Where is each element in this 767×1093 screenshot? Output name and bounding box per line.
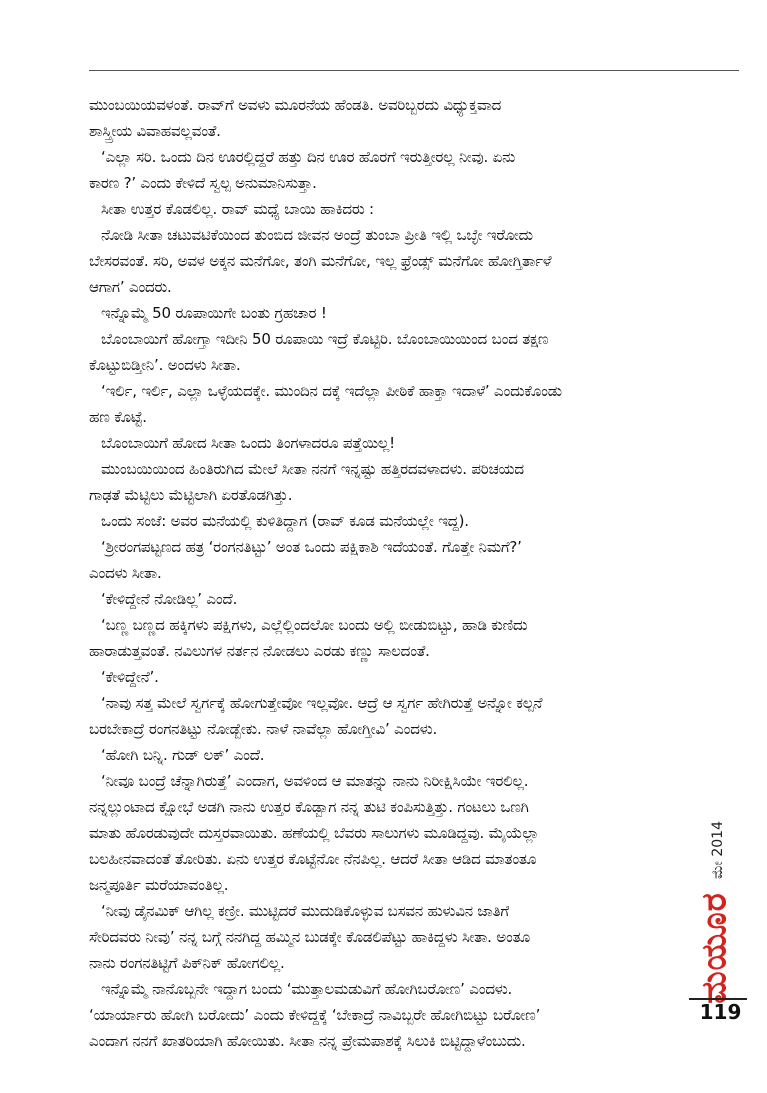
text-line: ಹಾರಾಡುತ್ತವಂತೆ. ನವಿಲುಗಳ ನರ್ತನ ನೋಡಲು ಎರಡು ಕಣ್ಣು ಸಾಲದಂತೆ. xyxy=(89,642,430,660)
text-line: ‘ನಾವು ಸತ್ತ ಮೇಲೆ ಸ್ವರ್ಗಕ್ಕೆ ಹೋಗುತ್ತೇವೋ ಇಲ್ಲವೋ. ಆದ್ರೆ ಆ ಸ್ವರ್ಗ ಹೇಗಿರುತ್ತೆ ಅನ್ನೋ ಕಲ್ಪನೆ xyxy=(101,694,543,712)
text-line: ‘ನೀವು ಡೈನಮಿಕ್ ಆಗಿಲ್ಲ ಕಣ್ರೀ. ಮುಟ್ಟಿದರೆ ಮುದುಡಿಕೊಳ್ಳುವ ಬಸವನ ಹುಳುವಿನ ಜಾತಿಗೆ xyxy=(101,902,509,920)
text-line: ಎಂದಾಗ ನನಗೆ ಖಾತರಿಯಾಗಿ ಹೋಯಿತು. ಸೀತಾ ನನ್ನ ಪ್ರೇಮಪಾಶಕ್ಕೆ ಸಿಲುಕಿ ಬಿಟ್ಟಿದ್ದಾಳೆಂಬುದು. xyxy=(89,1032,526,1050)
text-line: ಮಾತು ಹೊರಡುವುದೇ ದುಸ್ತರವಾಯಿತು. ಹಣೆಯಲ್ಲಿ ಬೆವರು ಸಾಲುಗಳು ಮೂಡಿದ್ದವು. ಮೈಯೆಲ್ಲಾ xyxy=(89,824,539,842)
text-line: ಬೊಂಬಾಯಿಗೆ ಹೋದ ಸೀತಾ ಒಂದು ತಿಂಗಳಾದರೂ ಪತ್ತೆಯಿಲ್ಲ! xyxy=(101,434,395,452)
issue-date: ಮೇ 2014 xyxy=(710,821,726,879)
text-line: ಆಗಾಗ’ ಎಂದರು. xyxy=(89,278,172,296)
text-line: ಕೊಟ್ಟುಬಿಡ್ತೀನಿ’. ಅಂದಳು ಸೀತಾ. xyxy=(89,356,241,374)
text-line: ಕಾರಣ ?’ ಎಂದು ಕೇಳಿದೆ ಸ್ವಲ್ಪ ಅನುಮಾನಿಸುತ್ತಾ. xyxy=(89,174,317,192)
text-line: ನನ್ನಲ್ಲುಂಟಾದ ಕ್ಷೋಭೆ ಅಡಗಿ ನಾನು ಉತ್ತರ ಕೊಡ್ಬಾಗ ನನ್ನ ತುಟಿ ಕಂಪಿಸುತ್ತಿತ್ತು. ಗಂಟಲು ಒಣಗಿ xyxy=(89,798,529,816)
page-number: 119 xyxy=(699,1000,742,1024)
text-line: ‘ಇರ್ಲಿ, ಇರ್ಲಿ, ಎಲ್ಲಾ ಒಳ್ಳೆಯದಕ್ಕೇ. ಮುಂದಿನ ದಕ್ಕೆ ಇದೆಲ್ಲಾ ಪೀಠಿಕೆ ಹಾಕ್ತಾ ಇದಾಳೆ’ ಎಂದುಕೊಂಡು xyxy=(101,382,562,400)
text-line: ‘ಶ್ರೀರಂಗಪಟ್ಟಣದ ಹತ್ರ ‘ರಂಗನತಿಟ್ಟು’ ಅಂತ ಒಂದು ಪಕ್ಷಿಕಾಶಿ ಇದೆಯಂತೆ. ಗೊತ್ತೇ ನಿಮಗೆ?’ xyxy=(101,538,522,556)
text-line: ‘ಹೋಗಿ ಬನ್ನಿ. ಗುಡ್ ಲಕ್’ ಎಂದೆ. xyxy=(101,746,265,764)
text-line: ಇನ್ನೊಮ್ಮೆ ನಾನೊಬ್ಬನೇ ಇದ್ದಾಗ ಬಂದು ‘ಮುತ್ತಾಲಮಡುವಿಗೆ ಹೋಗಿಬರೋಣ’ ಎಂದಳು. xyxy=(101,980,513,998)
text-line: ಜನ್ಮಪೂರ್ತಿ ಮರೆಯಾವಂತಿಲ್ಲ. xyxy=(89,876,229,894)
text-line: ಸೇರಿದವರು ನೀವು’ ನನ್ನ ಬಗ್ಗೆ ನನಗಿದ್ದ ಹಮ್ಮಿನ ಬುಡಕ್ಕೇ ಕೊಡಲಿಪೆಟ್ಟು ಹಾಕಿದ್ದಳು ಸೀತಾ. ಅಂತೂ xyxy=(89,928,530,946)
top-divider xyxy=(89,70,739,71)
text-line: ಸೀತಾ ಉತ್ತರ ಕೊಡಲಿಲ್ಲ. ರಾವ್ ಮಧ್ಯೆ ಬಾಯಿ ಹಾಕಿದರು : xyxy=(101,200,374,218)
text-line: ‘ನೀವೂ ಬಂದ್ರೆ ಚೆನ್ನಾಗಿರುತ್ತೆ’ ಎಂದಾಗ, ಅವಳಿಂದ ಆ ಮಾತನ್ನು ನಾನು ನಿರೀಕ್ಷಿಸಿಯೇ ಇರಲಿಲ್ಲ. xyxy=(101,772,529,790)
text-line: ಶಾಸ್ತ್ರೀಯ ವಿವಾಹವಲ್ಲವಂತೆ. xyxy=(89,122,221,140)
text-line: ಇನ್ನೊಮ್ಮೆ 50 ರೂಪಾಯಿಗೇ ಬಂತು ಗ್ರಹಚಾರ ! xyxy=(101,304,327,322)
text-line: ‘ಕೇಳಿದ್ದೇನೆ’. xyxy=(101,668,159,686)
text-line: ಬಲಹೀನವಾದಂತೆ ತೋರಿತು. ಏನು ಉತ್ತರ ಕೊಟ್ಟೆನೋ ನೆನಪಿಲ್ಲ. ಆದರೆ ಸೀತಾ ಆಡಿದ ಮಾತಂತೂ xyxy=(89,850,537,868)
text-line: ‘ಎಲ್ಲಾ ಸರಿ. ಒಂದು ದಿನ ಊರಲ್ಲಿದ್ದರೆ ಹತ್ತು ದಿನ ಊರ ಹೊರಗೆ ಇರುತ್ತೀರಲ್ಲ ನೀವು. ಏನು xyxy=(101,148,516,166)
text-line: ಹಣ ಕೊಟ್ಟೆ. xyxy=(89,408,147,426)
text-line: ಗಾಢತೆ ಮೆಟ್ಟಿಲು ಮೆಟ್ಟಿಲಾಗಿ ಏರತೊಡಗಿತ್ತು. xyxy=(89,486,293,504)
text-line: ಬೊಂಬಾಯಿಗೆ ಹೋಗ್ತಾ ಇದೀನಿ 50 ರೂಪಾಯಿ ಇದ್ರೆ ಕೊಟ್ಟಿರಿ. ಬೊಂಬಾಯಿಯಿಂದ ಬಂದ ತಕ್ಷಣ xyxy=(101,330,549,348)
text-line: ‘ಕೇಳಿದ್ದೇನೆ ನೋಡಿಲ್ಲ’ ಎಂದೆ. xyxy=(101,590,238,608)
article-body xyxy=(89,92,681,1054)
text-line: ನೋಡಿ ಸೀತಾ ಚಟುವಟಿಕೆಯಿಂದ ತುಂಬಿದ ಜೀವನ ಅಂದ್ರೆ ತುಂಬಾ ಪ್ರೀತಿ ಇಲ್ಲಿ ಒಬ್ಳೇ ಇರೋದು xyxy=(101,226,533,244)
text-line: ನಾನು ರಂಗನತಿಟ್ಟಿಗೆ ಪಿಕ್‌ನಿಕ್ ಹೋಗಲಿಲ್ಲ. xyxy=(89,954,285,972)
magazine-logo xyxy=(690,891,740,1004)
issue-date-container xyxy=(688,810,748,890)
text-line: ಎಂದಳು ಸೀತಾ. xyxy=(89,564,162,582)
text-line: ಬೇಸರವಂತೆ. ಸರಿ, ಅವಳ ಅಕ್ಕನ ಮನೆಗೋ, ತಂಗಿ ಮನೆಗೋ, ಇಲ್ಲ ಫ್ರೆಂಡ್ಸ್ ಮನೆಗೋ ಹೋಗ್ತಿರ್ತಾಳೆ xyxy=(89,252,552,270)
text-line: ಒಂದು ಸಂಜೆ: ಅವರ ಮನೆಯಲ್ಲಿ ಕುಳಿತಿದ್ದಾಗ (ರಾವ್ ಕೂಡ ಮನೆಯಲ್ಲೇ ಇದ್ದ). xyxy=(101,512,469,530)
text-line: ಮುಂಬಯಿಯವಳಂತೆ. ರಾವ್‌ಗೆ ಅವಳು ಮೂರನೆಯ ಹೆಂಡತಿ. ಅವರಿಬ್ಬರದು ವಿಧ್ಯುಕ್ತವಾದ xyxy=(89,96,502,114)
text-line: ಬರಬೇಕಾದ್ರೆ ರಂಗನತಿಟ್ಟು ನೋಡ್ಬೇಕು. ನಾಳೆ ನಾವೆಲ್ಲಾ ಹೋಗ್ತೀವಿ’ ಎಂದಳು. xyxy=(89,720,438,738)
text-line: ‘ಯಾರ್ಯಾರು ಹೋಗಿ ಬರೋದು’ ಎಂದು ಕೇಳಿದ್ದಕ್ಕೆ ‘ಬೇಕಾದ್ರೆ ನಾವಿಬ್ಬರೇ ಹೋಗಿಬಿಟ್ಟು ಬರೋಣ’ xyxy=(89,1006,541,1024)
magazine-name: ಮಯೂರ xyxy=(695,891,735,1004)
text-line: ಮುಂಬಯಿಯಿಂದ ಹಿಂತಿರುಗಿದ ಮೇಲೆ ಸೀತಾ ನನಗೆ ಇನ್ನಷ್ಟು ಹತ್ತಿರದವಳಾದಳು. ಪರಿಚಯದ xyxy=(101,460,524,478)
text-line: ‘ಬಣ್ಣ ಬಣ್ಣದ ಹಕ್ಕಿಗಳು ಪಕ್ಷಿಗಳು, ಎಲ್ಲೆಲ್ಲಿಂದಲೋ ಬಂದು ಅಲ್ಲಿ ಬೀಡುಬಿಟ್ಟು, ಹಾಡಿ ಕುಣಿದು xyxy=(101,616,528,634)
